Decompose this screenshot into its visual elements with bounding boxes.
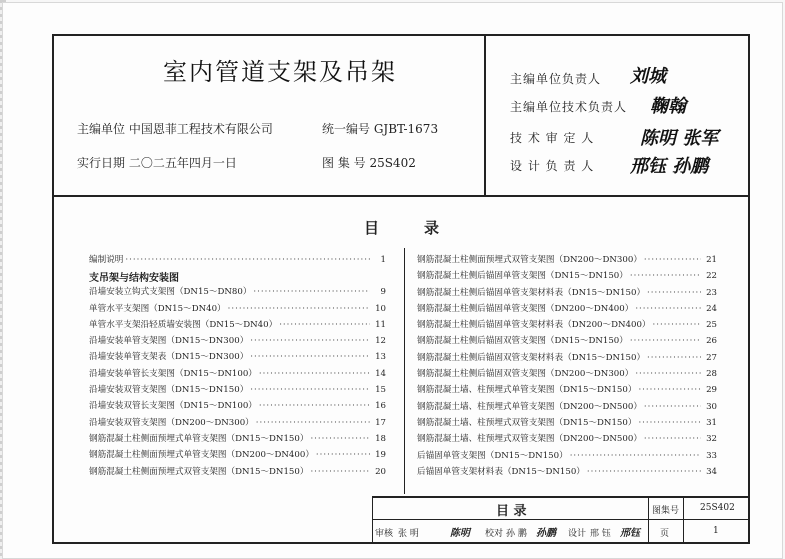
toc-entry-title: 钢筋混凝土柱侧后锚固单管支架图（DN15～DN150） [417, 271, 628, 282]
toc-entry[interactable] [89, 302, 386, 318]
toc-entry-page: 14 [375, 368, 386, 379]
signature-technical-chief: 鞠翰 [650, 96, 686, 117]
toc-entry[interactable] [417, 400, 717, 416]
toc-entry-title: 沿墙安装双管支架图（DN200～DN300） [89, 417, 254, 428]
header-divider-horizontal [53, 195, 749, 197]
toc-entry-title: 单管水平支架沿轻质墙安装图（DN15～DN40） [89, 319, 278, 330]
toc-entry-title: 钢筋混凝土柱侧后锚固单管支架材料表（DN200～DN400） [417, 320, 651, 331]
signature-technical-reviewer: 陈明 张军 [640, 128, 719, 149]
review-name: 张 明 [398, 529, 419, 539]
toc-entry[interactable] [89, 448, 386, 464]
atlas-label: 图集号 [652, 506, 680, 516]
toc-entry[interactable] [417, 286, 717, 302]
toc-entry-page: 22 [706, 271, 717, 282]
toc-entry-title: 钢筋混凝土墙、柱预埋式单管支架图（DN200～DN500） [417, 401, 642, 412]
toc-entry[interactable] [417, 416, 717, 432]
title-block-top [372, 496, 749, 498]
toc-entry[interactable] [89, 465, 386, 481]
toc-entry[interactable] [89, 416, 386, 432]
role-chief-editor: 主编单位负责人 [510, 72, 602, 86]
toc-entry[interactable] [417, 432, 717, 448]
title-block-atlas-div [648, 496, 649, 543]
toc-entry[interactable] [89, 334, 386, 350]
toc-leader-dots [310, 467, 370, 477]
review-signature: 陈明 [450, 528, 470, 539]
toc-entry[interactable] [417, 351, 717, 367]
toc-left-column [89, 253, 386, 481]
toc-leader-dots [644, 255, 701, 265]
title-block-left [372, 496, 373, 543]
toc-entry-page: 23 [706, 287, 717, 298]
toc-leader-dots [638, 385, 701, 395]
toc-entry-page: 28 [706, 369, 717, 380]
toc-entry-title: 钢筋混凝土柱侧面预埋式双管支架图（DN200～DN300） [417, 255, 642, 265]
toc-leader-dots [250, 352, 370, 362]
toc-entry-title: 后锚固单管支架图（DN15～DN150） [417, 450, 568, 461]
toc-entry-title: 钢筋混凝土墙、柱预埋式双管支架图（DN200～DN500） [417, 434, 642, 445]
toc-entry-page: 10 [375, 303, 386, 314]
check-signature: 孙鹏 [536, 528, 556, 539]
toc-entry-page: 30 [706, 401, 717, 412]
toc-entry-title: 钢筋混凝土柱侧面预埋式双管支架图（DN15～DN150） [89, 466, 309, 477]
toc-entry-page: 17 [375, 417, 386, 428]
toc-entry[interactable] [89, 432, 386, 448]
toc-leader-dots [587, 467, 701, 477]
atlas-number: 图 集 号 25S402 [322, 156, 416, 170]
page-value: 1 [713, 526, 719, 536]
toc-entry[interactable] [89, 367, 386, 383]
toc-entry-title: 沿墙安装立钩式支架图（DN15～DN80） [89, 287, 252, 298]
toc-entry-page: 32 [706, 434, 717, 445]
toc-entry-page: 18 [375, 433, 386, 444]
toc-entry[interactable] [89, 383, 386, 399]
toc-leader-dots [570, 451, 701, 461]
toc-entry-title: 单管水平支架图（DN15～DN40） [89, 303, 226, 314]
document-title: 室内管道支架及吊架 [163, 58, 397, 86]
toc-leader-dots [279, 320, 370, 330]
toc-entry-page: 26 [706, 336, 717, 347]
toc-entry-title: 沿墙安装单管支架图（DN15～DN300） [89, 336, 249, 347]
toc-entry[interactable] [417, 269, 717, 285]
toc-entry-title: 钢筋混凝土墙、柱预埋式双管支架图（DN15～DN150） [417, 417, 637, 428]
role-technical-reviewer: 技 术 审 定 人 [510, 131, 595, 145]
toc-entry[interactable] [417, 302, 717, 318]
toc-entry[interactable] [417, 465, 717, 481]
toc-leader-dots [647, 288, 701, 298]
toc-leader-dots [228, 304, 370, 314]
toc-leader-dots [644, 434, 701, 444]
design-signature: 邢钰 [620, 528, 640, 539]
toc-entry-page: 33 [706, 450, 717, 461]
toc-leader-dots [647, 353, 701, 363]
toc-entry-page: 11 [375, 319, 386, 330]
check-label: 校对 [485, 529, 504, 539]
effective-date: 实行日期 二〇二五年四月一日 [77, 156, 237, 170]
toc-entry[interactable] [89, 253, 386, 269]
toc-entry-page: 24 [706, 303, 717, 314]
page-label: 页 [660, 529, 670, 539]
title-block-name: 目 录 [496, 504, 527, 519]
toc-entry-title: 钢筋混凝土柱侧后锚固双管支架图（DN200～DN300） [417, 369, 634, 380]
toc-leader-dots [256, 418, 370, 428]
toc-entry-page: 29 [706, 385, 717, 396]
review-label: 审核 [375, 529, 394, 539]
toc-entry-title: 钢筋混凝土柱侧后锚固单管支架图（DN200～DN400） [417, 303, 634, 314]
toc-entry-page: 13 [375, 352, 386, 363]
toc-leader-dots [630, 271, 701, 281]
toc-entry-title: 编制说明 [89, 255, 124, 265]
toc-leader-dots [125, 255, 370, 265]
toc-entry-page: 27 [706, 352, 717, 363]
toc-entry-page: 9 [380, 287, 386, 298]
toc-entry-page: 20 [375, 466, 386, 477]
toc-leader-dots [316, 450, 370, 460]
toc-section-heading: 支吊架与结构安装图 [89, 273, 179, 285]
toc-entry-title: 钢筋混凝土柱侧后锚固双管支架图（DN15～DN150） [417, 336, 628, 347]
title-block-mid [372, 519, 749, 520]
toc-leader-dots [310, 434, 370, 444]
toc-entry[interactable] [89, 318, 386, 334]
toc-entry[interactable] [417, 383, 717, 399]
toc-entry-title: 后锚固单管支架材料表（DN15～DN150） [417, 466, 585, 477]
unified-number: 统一编号 GJBT-1673 [322, 122, 439, 136]
toc-leader-dots [635, 369, 701, 379]
toc-leader-dots [259, 369, 370, 379]
header-divider-vertical [484, 35, 486, 196]
toc-right-column [417, 253, 717, 481]
toc-leader-dots [253, 287, 370, 297]
toc-entry-page: 1 [380, 255, 386, 265]
toc-entry[interactable] [89, 399, 386, 415]
toc-leader-dots [638, 418, 701, 428]
signature-chief-editor: 刘城 [630, 66, 666, 87]
toc-entry-page: 16 [375, 401, 386, 412]
toc-entry[interactable] [417, 449, 717, 465]
toc-heading-right: 录 [424, 219, 440, 237]
toc-heading-left: 目 [364, 219, 382, 237]
toc-entry-page: 21 [706, 255, 717, 265]
toc-entry[interactable] [417, 253, 717, 269]
toc-entry-title: 钢筋混凝土柱侧面预埋式单管支架图（DN200～DN400） [89, 450, 314, 461]
toc-entry[interactable] [417, 367, 717, 383]
toc-entry-title: 沿墙安装单管支架表（DN15～DN300） [89, 352, 249, 363]
title-block-value-div [683, 496, 684, 543]
toc-entry-page: 12 [375, 336, 386, 347]
toc-entry[interactable] [417, 334, 717, 350]
toc-entry-title: 钢筋混凝土柱侧面预埋式单管支架图（DN15～DN150） [89, 433, 309, 444]
toc-entry-title: 沿墙安装双管支架图（DN15～DN150） [89, 385, 249, 396]
atlas-value: 25S402 [700, 503, 735, 513]
toc-leader-dots [635, 304, 701, 314]
toc-entry-page: 25 [706, 320, 717, 331]
toc-entry-title: 钢筋混凝土柱侧后锚固双管支架材料表（DN15～DN150） [417, 352, 646, 363]
toc-entry-title: 沿墙安装双管长支架图（DN15～DN100） [89, 401, 257, 412]
role-design-chief: 设 计 负 责 人 [510, 159, 595, 173]
toc-leader-dots [259, 401, 370, 411]
toc-entry-page: 31 [706, 417, 717, 428]
toc-leader-dots [250, 336, 370, 346]
toc-leader-dots [644, 402, 701, 412]
signature-design-chief: 邢钰 孙鹏 [630, 156, 709, 177]
toc-leader-dots [653, 320, 701, 330]
toc-entry-page: 15 [375, 385, 386, 396]
toc-divider-vertical [404, 248, 405, 494]
toc-entry[interactable] [89, 285, 386, 301]
toc-entry-title: 钢筋混凝土墙、柱预埋式单管支架图（DN15～DN150） [417, 385, 637, 396]
toc-leader-dots [250, 385, 370, 395]
toc-entry-page: 34 [706, 466, 717, 477]
toc-leader-dots [630, 336, 701, 346]
toc-entry-title: 沿墙安装单管长支架图（DN15～DN100） [89, 368, 257, 379]
toc-entry[interactable] [417, 318, 717, 334]
design-label: 设计 [568, 529, 587, 539]
toc-entry-page: 19 [375, 450, 386, 461]
check-name: 孙 鹏 [506, 529, 527, 539]
toc-entry[interactable] [89, 350, 386, 366]
role-technical-chief: 主编单位技术负责人 [510, 100, 628, 114]
design-name: 邢 钰 [590, 529, 611, 539]
toc-entry-title: 钢筋混凝土柱侧后锚固单管支架材料表（DN15～DN150） [417, 287, 646, 298]
editor-unit: 主编单位 中国恩菲工程技术有限公司 [77, 122, 273, 136]
